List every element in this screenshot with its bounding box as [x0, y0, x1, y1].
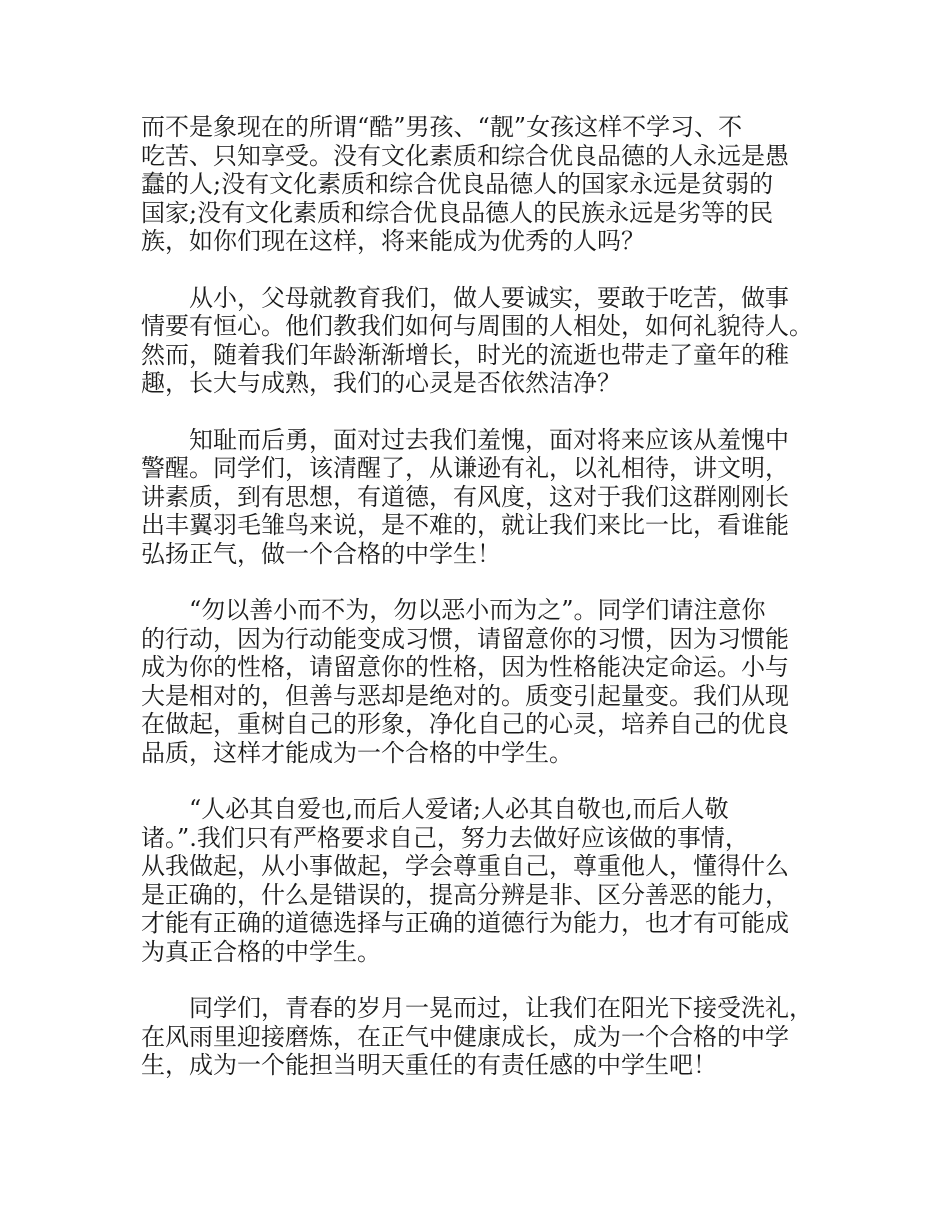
text-line: 出丰翼羽毛雏鸟来说，是不难的，就让我们来比一比，看谁能	[141, 511, 789, 539]
paragraph-6	[141, 994, 831, 1080]
paragraph-5	[141, 795, 831, 966]
text-line: 才能有正确的道德选择与正确的道德行为能力，也才有可能成	[141, 909, 789, 937]
text-line: 在做起，重树自己的形象，净化自己的心灵，培养自己的优良	[141, 710, 789, 738]
text-line: 成为你的性格，请留意你的性格，因为性格能决定命运。小与	[141, 653, 789, 681]
text-line: 国家;没有文化素质和综合优良品德人的民族永远是劣等的民	[141, 198, 774, 227]
text-line: 是正确的，什么是错误的，提高分辨是非、区分善恶的能力，	[141, 880, 789, 909]
text-line: 从我做起，从小事做起，学会尊重自己，尊重他人，懂得什么	[141, 852, 789, 880]
document-body	[141, 113, 831, 1108]
paragraph-4	[141, 596, 831, 767]
text-line: 大是相对的，但善与恶却是绝对的。质变引起量变。我们从现	[141, 681, 789, 710]
text-line: 生，成为一个能担当明天重任的有责任感的中学生吧！	[141, 1051, 717, 1079]
paragraph-3	[141, 426, 831, 569]
text-line: 吃苦、只知享受。没有文化素质和综合优良品德的人永远是愚	[141, 141, 789, 170]
text-line: 然而，随着我们年龄渐渐增长，时光的流逝也带走了童年的稚	[141, 340, 789, 369]
text-line: 而不是象现在的所谓“酷”男孩、“靓”女孩这样不学习、不	[141, 113, 743, 141]
text-line: 知耻而后勇，面对过去我们羞愧，面对将来应该从羞愧中	[141, 425, 789, 454]
text-line: 诸。”.我们只有严格要求自己，努力去做好应该做的事情，	[141, 823, 749, 852]
paragraph-2	[141, 284, 831, 398]
text-line: 品质，这样才能成为一个合格的中学生。	[141, 738, 573, 767]
text-line: 族，如你们现在这样，将来能成为优秀的人吗？	[141, 227, 645, 255]
text-line: 讲素质，到有思想，有道德，有风度，这对于我们这群刚刚长	[141, 482, 789, 511]
text-line: 从小，父母就教育我们，做人要诚实，要敢于吃苦，做事	[141, 283, 789, 312]
text-line: 的行动，因为行动能变成习惯，请留意你的习惯，因为习惯能	[141, 624, 789, 653]
paragraph-1	[141, 113, 831, 256]
text-line: 同学们，青春的岁月一晃而过，让我们在阳光下接受洗礼，	[141, 994, 813, 1022]
text-line: 情要有恒心。他们教我们如何与周围的人相处，如何礼貌待人。	[141, 312, 813, 340]
text-line: 在风雨里迎接磨炼，在正气中健康成长，成为一个合格的中学	[141, 1022, 789, 1051]
text-line: 蠢的人;没有文化素质和综合优良品德人的国家永远是贫弱的	[141, 170, 774, 198]
text-line: 趣，长大与成熟，我们的心灵是否依然洁净？	[141, 369, 621, 397]
text-line: “勿以善小而不为，勿以恶小而为之”。同学们请注意你	[141, 596, 766, 624]
text-line: 为真正合格的中学生。	[141, 937, 381, 966]
text-line: 弘扬正气，做一个合格的中学生！	[141, 539, 501, 568]
text-line: “人必其自爱也,而后人爱诸;人必其自敬也,而后人敬	[141, 795, 729, 823]
text-line: 警醒。同学们，该清醒了，从谦逊有礼，以礼相待，讲文明，	[141, 454, 789, 482]
